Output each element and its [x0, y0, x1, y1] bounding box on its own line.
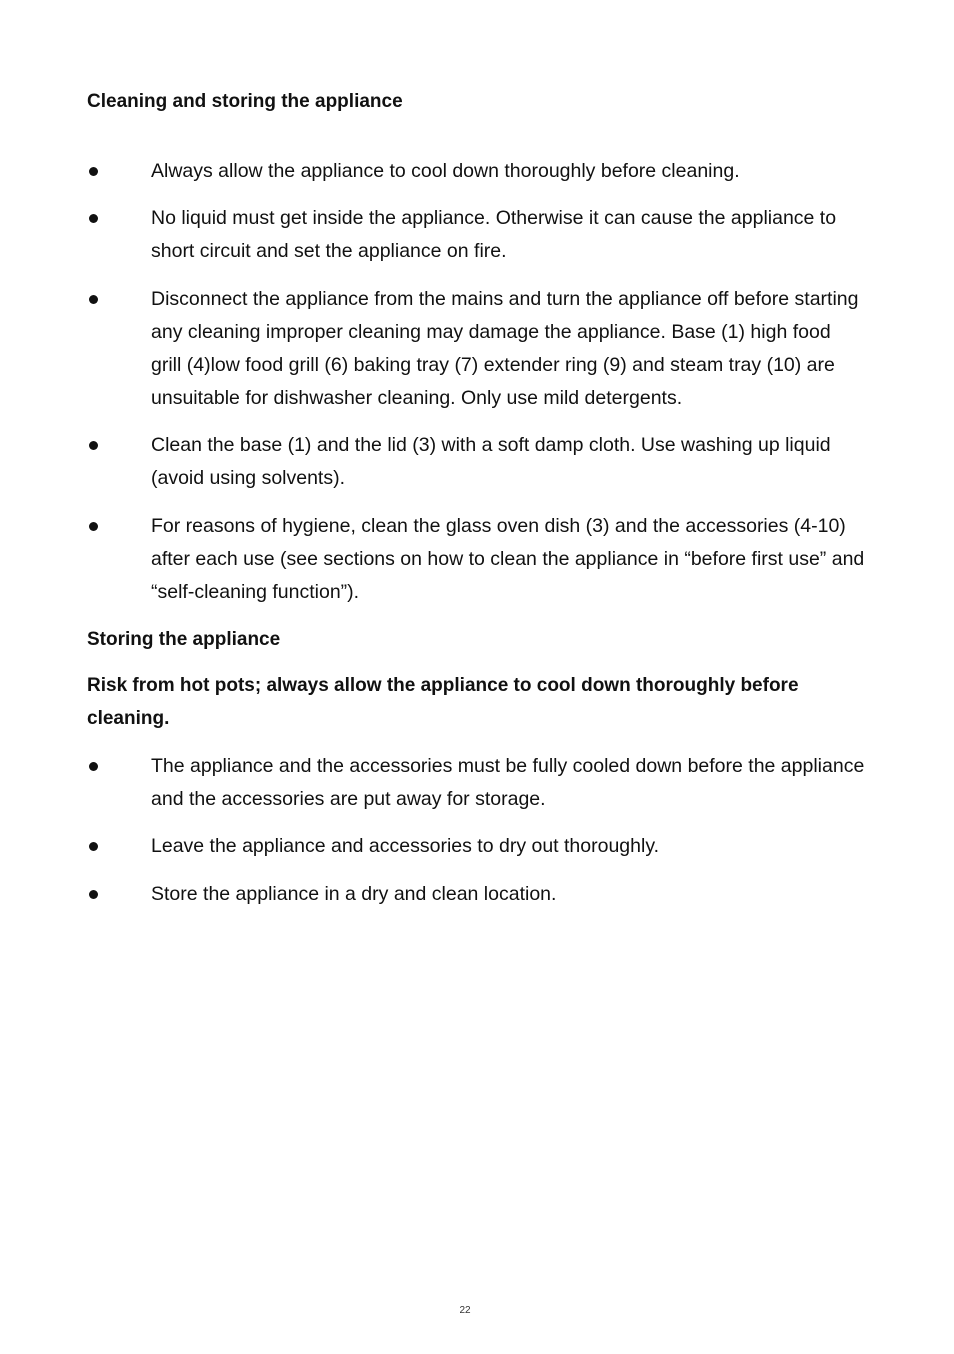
page-number: 22: [459, 1305, 471, 1316]
list-item-text: Always allow the appliance to cool down thoroughly before cleaning.: [151, 160, 740, 182]
list-item-text: Leave the appliance and accessories to dry out thoroughly.: [151, 835, 660, 857]
bullet-icon: [89, 522, 98, 531]
list-item-text: Disconnect the appliance from the mains and turn the appliance off before starting any cleaning improper cleaning may damage the appliance. Base (1) high food grill (4)low food grill (6) baking tray (7) extender ring (9) and steam tray (10) are unsuitable for dishwasher cleaning. Only use mild detergents.: [151, 288, 859, 409]
bullet-icon: [89, 441, 98, 450]
list-item-text: For reasons of hygiene, clean the glass oven dish (3) and the accessories (4-10) after each use (see sections on how to clean the appliance in “before first use” and “self-cleaning function”).: [151, 515, 865, 603]
bullet-icon: [89, 295, 98, 304]
section-heading-cleaning: Cleaning and storing the appliance: [87, 91, 403, 112]
list-item-text: The appliance and the accessories must be fully cooled down before the appliance and the accessories are put away for storage.: [151, 755, 865, 810]
list-item-text: Store the appliance in a dry and clean location.: [151, 883, 557, 905]
warning-text: Risk from hot pots; always allow the appliance to cool down thoroughly before cleaning.: [87, 675, 799, 729]
bullet-icon: [89, 167, 98, 176]
bullet-icon: [89, 890, 98, 899]
bullet-icon: [89, 214, 98, 223]
list-item-text: Clean the base (1) and the lid (3) with a soft damp cloth. Use washing up liquid (avoid using solvents).: [151, 434, 831, 489]
bullet-icon: [89, 762, 98, 771]
list-item-text: No liquid must get inside the appliance. Otherwise it can cause the appliance to short circuit and set the appliance on fire.: [151, 207, 837, 262]
bullet-icon: [89, 842, 98, 851]
section-heading-storing: Storing the appliance: [87, 629, 281, 650]
